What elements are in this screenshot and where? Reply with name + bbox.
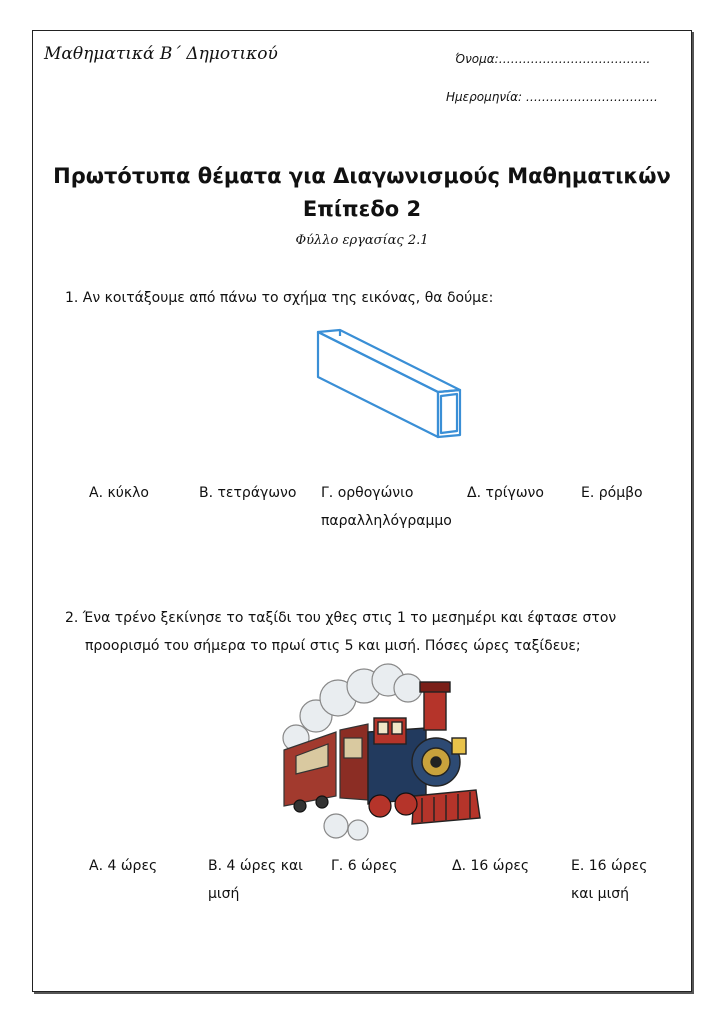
name-field: Όνομα:……………………………….. (455, 52, 651, 66)
q2-option-b-line2: μισή (208, 886, 240, 902)
q1-option-d: Δ. τρίγωνο (467, 485, 544, 501)
subject-heading: Μαθηματικά Β΄ Δημοτικού (44, 44, 278, 64)
level-title: Επίπεδο 2 (302, 197, 422, 221)
q1-option-b: Β. τετράγωνο (199, 485, 297, 501)
question-2-line2: προορισμό του σήμερα το πρωί στις 5 και μισή. Πόσες ώρες ταξίδευε; (85, 638, 581, 654)
rectangular-prism-figure (298, 322, 468, 444)
question-1-text: 1. Αν κοιτάξουμε από πάνω το σχήμα της εικόνας, θα δούμε: (65, 290, 494, 306)
q1-option-c-line2: παραλληλόγραμμο (321, 513, 452, 529)
q2-option-e: Ε. 16 ώρες (571, 858, 648, 874)
q2-option-c: Γ. 6 ώρες (331, 858, 398, 874)
q2-option-d: Δ. 16 ώρες (452, 858, 530, 874)
date-field: Ημερομηνία: …………………………… (446, 90, 658, 104)
q2-option-b: Β. 4 ώρες και (208, 858, 303, 874)
question-2-text (65, 604, 675, 660)
question-2-line1: 2. Ένα τρένο ξεκίνησε το ταξίδι του χθες στις 1 το μεσημέρι και έφτασε στον (65, 610, 617, 626)
q2-option-a: Α. 4 ώρες (89, 858, 158, 874)
page-title: Πρωτότυπα θέματα για Διαγωνισμούς Μαθηματικών (53, 164, 671, 188)
q1-option-a: Α. κύκλο (89, 485, 149, 501)
q1-option-e: Ε. ρόμβο (581, 485, 643, 501)
worksheet-label: Φύλλο εργασίας 2.1 (295, 233, 429, 248)
q1-option-c: Γ. ορθογώνιο (321, 485, 414, 501)
steam-train-illustration (276, 658, 486, 846)
q2-option-e-line2: και μισή (571, 886, 630, 902)
